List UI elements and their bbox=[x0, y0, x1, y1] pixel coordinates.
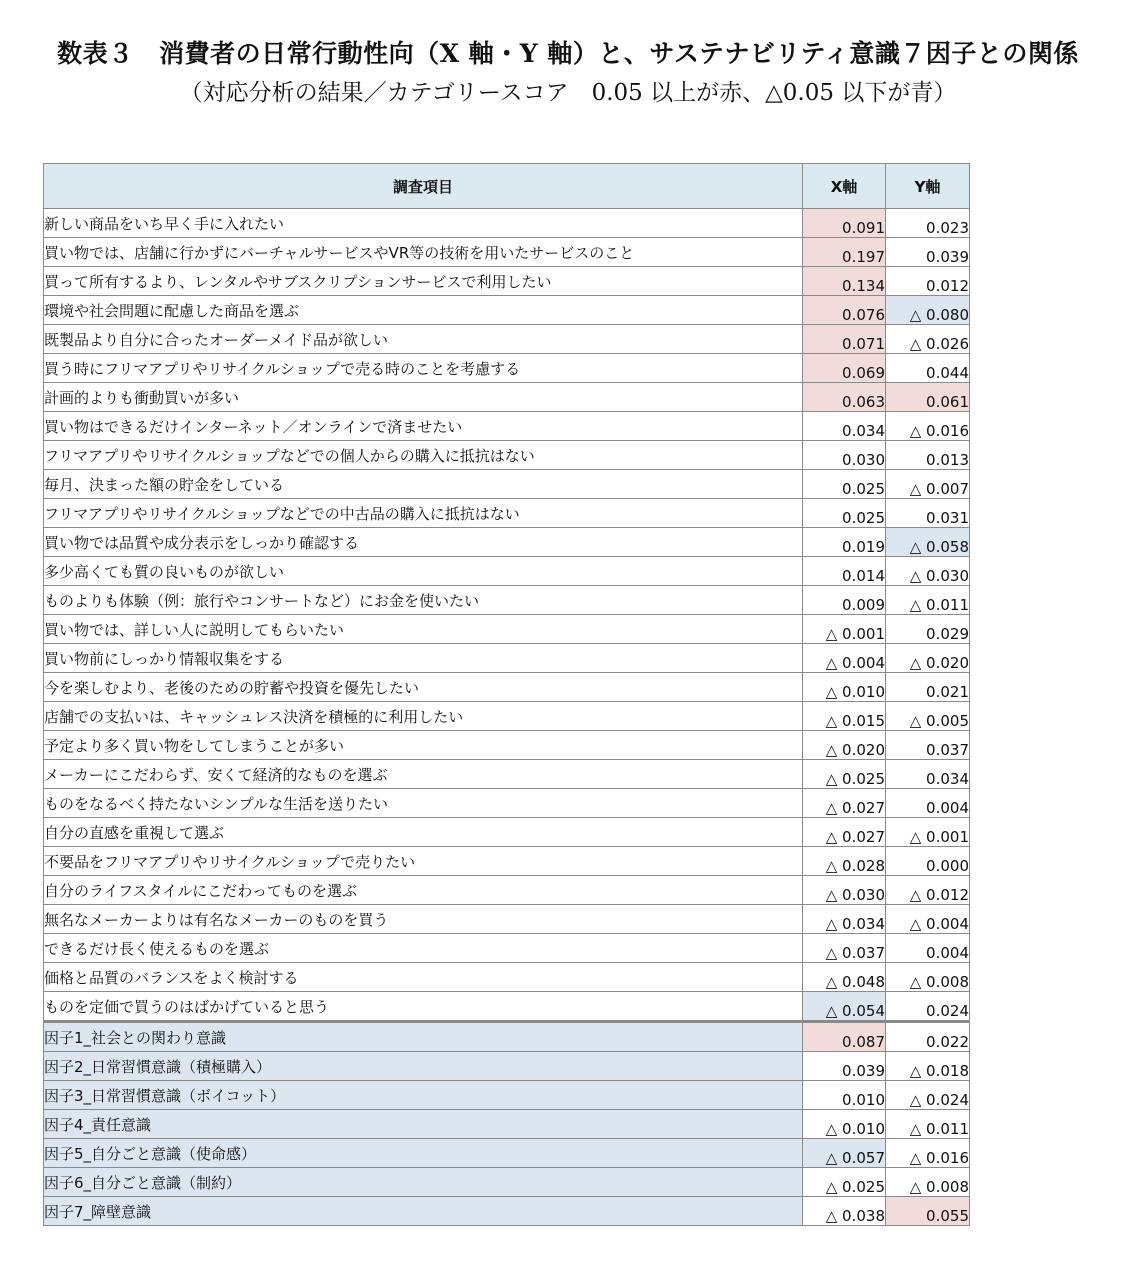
y-axis-score: △ 0.011 bbox=[886, 586, 970, 615]
x-axis-score: △ 0.027 bbox=[803, 789, 886, 818]
x-axis-score: △ 0.020 bbox=[803, 731, 886, 760]
y-axis-score: 0.029 bbox=[886, 615, 970, 644]
y-axis-score: △ 0.016 bbox=[886, 1139, 970, 1168]
y-axis-score: 0.034 bbox=[886, 760, 970, 789]
row-item-label: 因子6_自分ごと意識（制約） bbox=[44, 1168, 803, 1197]
table-body bbox=[44, 209, 970, 1226]
factor-row bbox=[44, 1139, 970, 1168]
row-item-label: ものを定価で買うのはばかげていると思う bbox=[44, 992, 803, 1022]
table-row bbox=[44, 992, 970, 1022]
table-row bbox=[44, 528, 970, 557]
y-axis-score: 0.024 bbox=[886, 992, 970, 1022]
table-row bbox=[44, 760, 970, 789]
y-axis-score: 0.039 bbox=[886, 238, 970, 267]
row-item-label: ものをなるべく持たないシンプルな生活を送りたい bbox=[44, 789, 803, 818]
header-x-axis: X軸 bbox=[803, 164, 886, 209]
row-item-label: 新しい商品をいち早く手に入れたい bbox=[44, 209, 803, 238]
x-axis-score: △ 0.054 bbox=[803, 992, 886, 1022]
row-item-label: 計画的よりも衝動買いが多い bbox=[44, 383, 803, 412]
row-item-label: 毎月、決まった額の貯金をしている bbox=[44, 470, 803, 499]
table-row bbox=[44, 644, 970, 673]
row-item-label: 買い物はできるだけインターネット／オンラインで済ませたい bbox=[44, 412, 803, 441]
y-axis-score: 0.022 bbox=[886, 1022, 970, 1052]
x-axis-score: 0.071 bbox=[803, 325, 886, 354]
x-axis-score: 0.019 bbox=[803, 528, 886, 557]
row-item-label: 不要品をフリマアプリやリサイクルショップで売りたい bbox=[44, 847, 803, 876]
row-item-label: 既製品より自分に合ったオーダーメイド品が欲しい bbox=[44, 325, 803, 354]
row-item-label: 因子5_自分ごと意識（使命感） bbox=[44, 1139, 803, 1168]
row-item-label: 買って所有するより、レンタルやサブスクリプションサービスで利用したい bbox=[44, 267, 803, 296]
x-axis-score: 0.069 bbox=[803, 354, 886, 383]
x-axis-score: 0.134 bbox=[803, 267, 886, 296]
y-axis-score: 0.055 bbox=[886, 1197, 970, 1226]
y-axis-score: 0.023 bbox=[886, 209, 970, 238]
row-item-label: 自分のライフスタイルにこだわってものを選ぶ bbox=[44, 876, 803, 905]
x-axis-score: 0.087 bbox=[803, 1022, 886, 1052]
x-axis-score: 0.010 bbox=[803, 1081, 886, 1110]
table-row bbox=[44, 789, 970, 818]
table-row bbox=[44, 934, 970, 963]
x-axis-score: 0.076 bbox=[803, 296, 886, 325]
row-item-label: 因子2_日常習慣意識（積極購入） bbox=[44, 1052, 803, 1081]
y-axis-score: △ 0.026 bbox=[886, 325, 970, 354]
y-axis-score: △ 0.001 bbox=[886, 818, 970, 847]
table-row bbox=[44, 354, 970, 383]
x-axis-score: 0.025 bbox=[803, 470, 886, 499]
row-item-label: 買い物前にしっかり情報収集をする bbox=[44, 644, 803, 673]
x-axis-score: △ 0.015 bbox=[803, 702, 886, 731]
row-item-label: 買い物では、詳しい人に説明してもらいたい bbox=[44, 615, 803, 644]
header-y-axis: Y軸 bbox=[886, 164, 970, 209]
y-axis-score: △ 0.005 bbox=[886, 702, 970, 731]
table-row bbox=[44, 818, 970, 847]
row-item-label: 店舗での支払いは、キャッシュレス決済を積極的に利用したい bbox=[44, 702, 803, 731]
y-axis-score: △ 0.016 bbox=[886, 412, 970, 441]
row-item-label: フリマアプリやリサイクルショップなどでの中古品の購入に抵抗はない bbox=[44, 499, 803, 528]
y-axis-score: △ 0.024 bbox=[886, 1081, 970, 1110]
table-row bbox=[44, 586, 970, 615]
table-title: 数表３ 消費者の日常行動性向（X 軸・Y 軸）と、サステナビリティ意識７因子との関係 bbox=[57, 39, 1079, 68]
y-axis-score: △ 0.004 bbox=[886, 905, 970, 934]
row-item-label: 環境や社会問題に配慮した商品を選ぶ bbox=[44, 296, 803, 325]
y-axis-score: 0.013 bbox=[886, 441, 970, 470]
row-item-label: 因子1_社会との関わり意識 bbox=[44, 1022, 803, 1052]
table-row bbox=[44, 963, 970, 992]
x-axis-score: △ 0.027 bbox=[803, 818, 886, 847]
x-axis-score: △ 0.028 bbox=[803, 847, 886, 876]
row-item-label: 自分の直感を重視して選ぶ bbox=[44, 818, 803, 847]
x-axis-score: △ 0.057 bbox=[803, 1139, 886, 1168]
y-axis-score: 0.021 bbox=[886, 673, 970, 702]
y-axis-score: 0.012 bbox=[886, 267, 970, 296]
x-axis-score: 0.014 bbox=[803, 557, 886, 586]
x-axis-score: 0.091 bbox=[803, 209, 886, 238]
y-axis-score: 0.044 bbox=[886, 354, 970, 383]
x-axis-score: △ 0.048 bbox=[803, 963, 886, 992]
x-axis-score: △ 0.037 bbox=[803, 934, 886, 963]
y-axis-score: 0.004 bbox=[886, 789, 970, 818]
factor-row bbox=[44, 1168, 970, 1197]
data-table bbox=[43, 163, 970, 1226]
table-row bbox=[44, 209, 970, 238]
x-axis-score: △ 0.034 bbox=[803, 905, 886, 934]
table-row bbox=[44, 296, 970, 325]
row-item-label: 予定より多く買い物をしてしまうことが多い bbox=[44, 731, 803, 760]
table-row bbox=[44, 412, 970, 441]
x-axis-score: △ 0.010 bbox=[803, 1110, 886, 1139]
table-row bbox=[44, 470, 970, 499]
table-row bbox=[44, 731, 970, 760]
x-axis-score: △ 0.038 bbox=[803, 1197, 886, 1226]
table-row bbox=[44, 615, 970, 644]
factor-row bbox=[44, 1110, 970, 1139]
x-axis-score: 0.025 bbox=[803, 499, 886, 528]
x-axis-score: △ 0.004 bbox=[803, 644, 886, 673]
table-row bbox=[44, 557, 970, 586]
table-row bbox=[44, 238, 970, 267]
factor-row bbox=[44, 1022, 970, 1052]
row-item-label: 買い物では、店舗に行かずにバーチャルサービスやVR等の技術を用いたサービスのこと bbox=[44, 238, 803, 267]
y-axis-score: 0.037 bbox=[886, 731, 970, 760]
x-axis-score: 0.063 bbox=[803, 383, 886, 412]
x-axis-score: △ 0.025 bbox=[803, 1168, 886, 1197]
row-item-label: 買い物では品質や成分表示をしっかり確認する bbox=[44, 528, 803, 557]
row-item-label: 価格と品質のバランスをよく検討する bbox=[44, 963, 803, 992]
table-subtitle: （対応分析の結果／カテゴリースコア 0.05 以上が赤、△0.05 以下が青） bbox=[179, 80, 957, 106]
y-axis-score: △ 0.011 bbox=[886, 1110, 970, 1139]
x-axis-score: △ 0.010 bbox=[803, 673, 886, 702]
y-axis-score: 0.004 bbox=[886, 934, 970, 963]
row-item-label: 因子7_障壁意識 bbox=[44, 1197, 803, 1226]
table-header-row bbox=[44, 164, 970, 209]
row-item-label: 無名なメーカーよりは有名なメーカーのものを買う bbox=[44, 905, 803, 934]
row-item-label: 今を楽しむより、老後のための貯蓄や投資を優先したい bbox=[44, 673, 803, 702]
table-row bbox=[44, 267, 970, 296]
table-row bbox=[44, 441, 970, 470]
row-item-label: 因子4_責任意識 bbox=[44, 1110, 803, 1139]
x-axis-score: 0.197 bbox=[803, 238, 886, 267]
y-axis-score: △ 0.012 bbox=[886, 876, 970, 905]
table-row bbox=[44, 847, 970, 876]
y-axis-score: △ 0.018 bbox=[886, 1052, 970, 1081]
y-axis-score: △ 0.008 bbox=[886, 1168, 970, 1197]
x-axis-score: △ 0.001 bbox=[803, 615, 886, 644]
row-item-label: フリマアプリやリサイクルショップなどでの個人からの購入に抵抗はない bbox=[44, 441, 803, 470]
x-axis-score: 0.039 bbox=[803, 1052, 886, 1081]
row-item-label: メーカーにこだわらず、安くて経済的なものを選ぶ bbox=[44, 760, 803, 789]
y-axis-score: 0.000 bbox=[886, 847, 970, 876]
y-axis-score: △ 0.058 bbox=[886, 528, 970, 557]
row-item-label: ものよりも体験（例：旅行やコンサートなど）にお金を使いたい bbox=[44, 586, 803, 615]
row-item-label: 多少高くても質の良いものが欲しい bbox=[44, 557, 803, 586]
x-axis-score: △ 0.025 bbox=[803, 760, 886, 789]
header-item: 調査項目 bbox=[44, 164, 803, 209]
table-row bbox=[44, 499, 970, 528]
table-row bbox=[44, 905, 970, 934]
x-axis-score: 0.030 bbox=[803, 441, 886, 470]
y-axis-score: △ 0.007 bbox=[886, 470, 970, 499]
factor-row bbox=[44, 1081, 970, 1110]
table-row bbox=[44, 702, 970, 731]
y-axis-score: 0.061 bbox=[886, 383, 970, 412]
table-row bbox=[44, 876, 970, 905]
y-axis-score: △ 0.020 bbox=[886, 644, 970, 673]
y-axis-score: △ 0.008 bbox=[886, 963, 970, 992]
y-axis-score: △ 0.030 bbox=[886, 557, 970, 586]
table-row bbox=[44, 325, 970, 354]
factor-row bbox=[44, 1052, 970, 1081]
factor-row bbox=[44, 1197, 970, 1226]
row-item-label: 買う時にフリマアプリやリサイクルショップで売る時のことを考慮する bbox=[44, 354, 803, 383]
y-axis-score: 0.031 bbox=[886, 499, 970, 528]
y-axis-score: △ 0.080 bbox=[886, 296, 970, 325]
table-row bbox=[44, 673, 970, 702]
x-axis-score: 0.034 bbox=[803, 412, 886, 441]
table-row bbox=[44, 383, 970, 412]
row-item-label: 因子3_日常習慣意識（ボイコット） bbox=[44, 1081, 803, 1110]
row-item-label: できるだけ長く使えるものを選ぶ bbox=[44, 934, 803, 963]
x-axis-score: 0.009 bbox=[803, 586, 886, 615]
x-axis-score: △ 0.030 bbox=[803, 876, 886, 905]
